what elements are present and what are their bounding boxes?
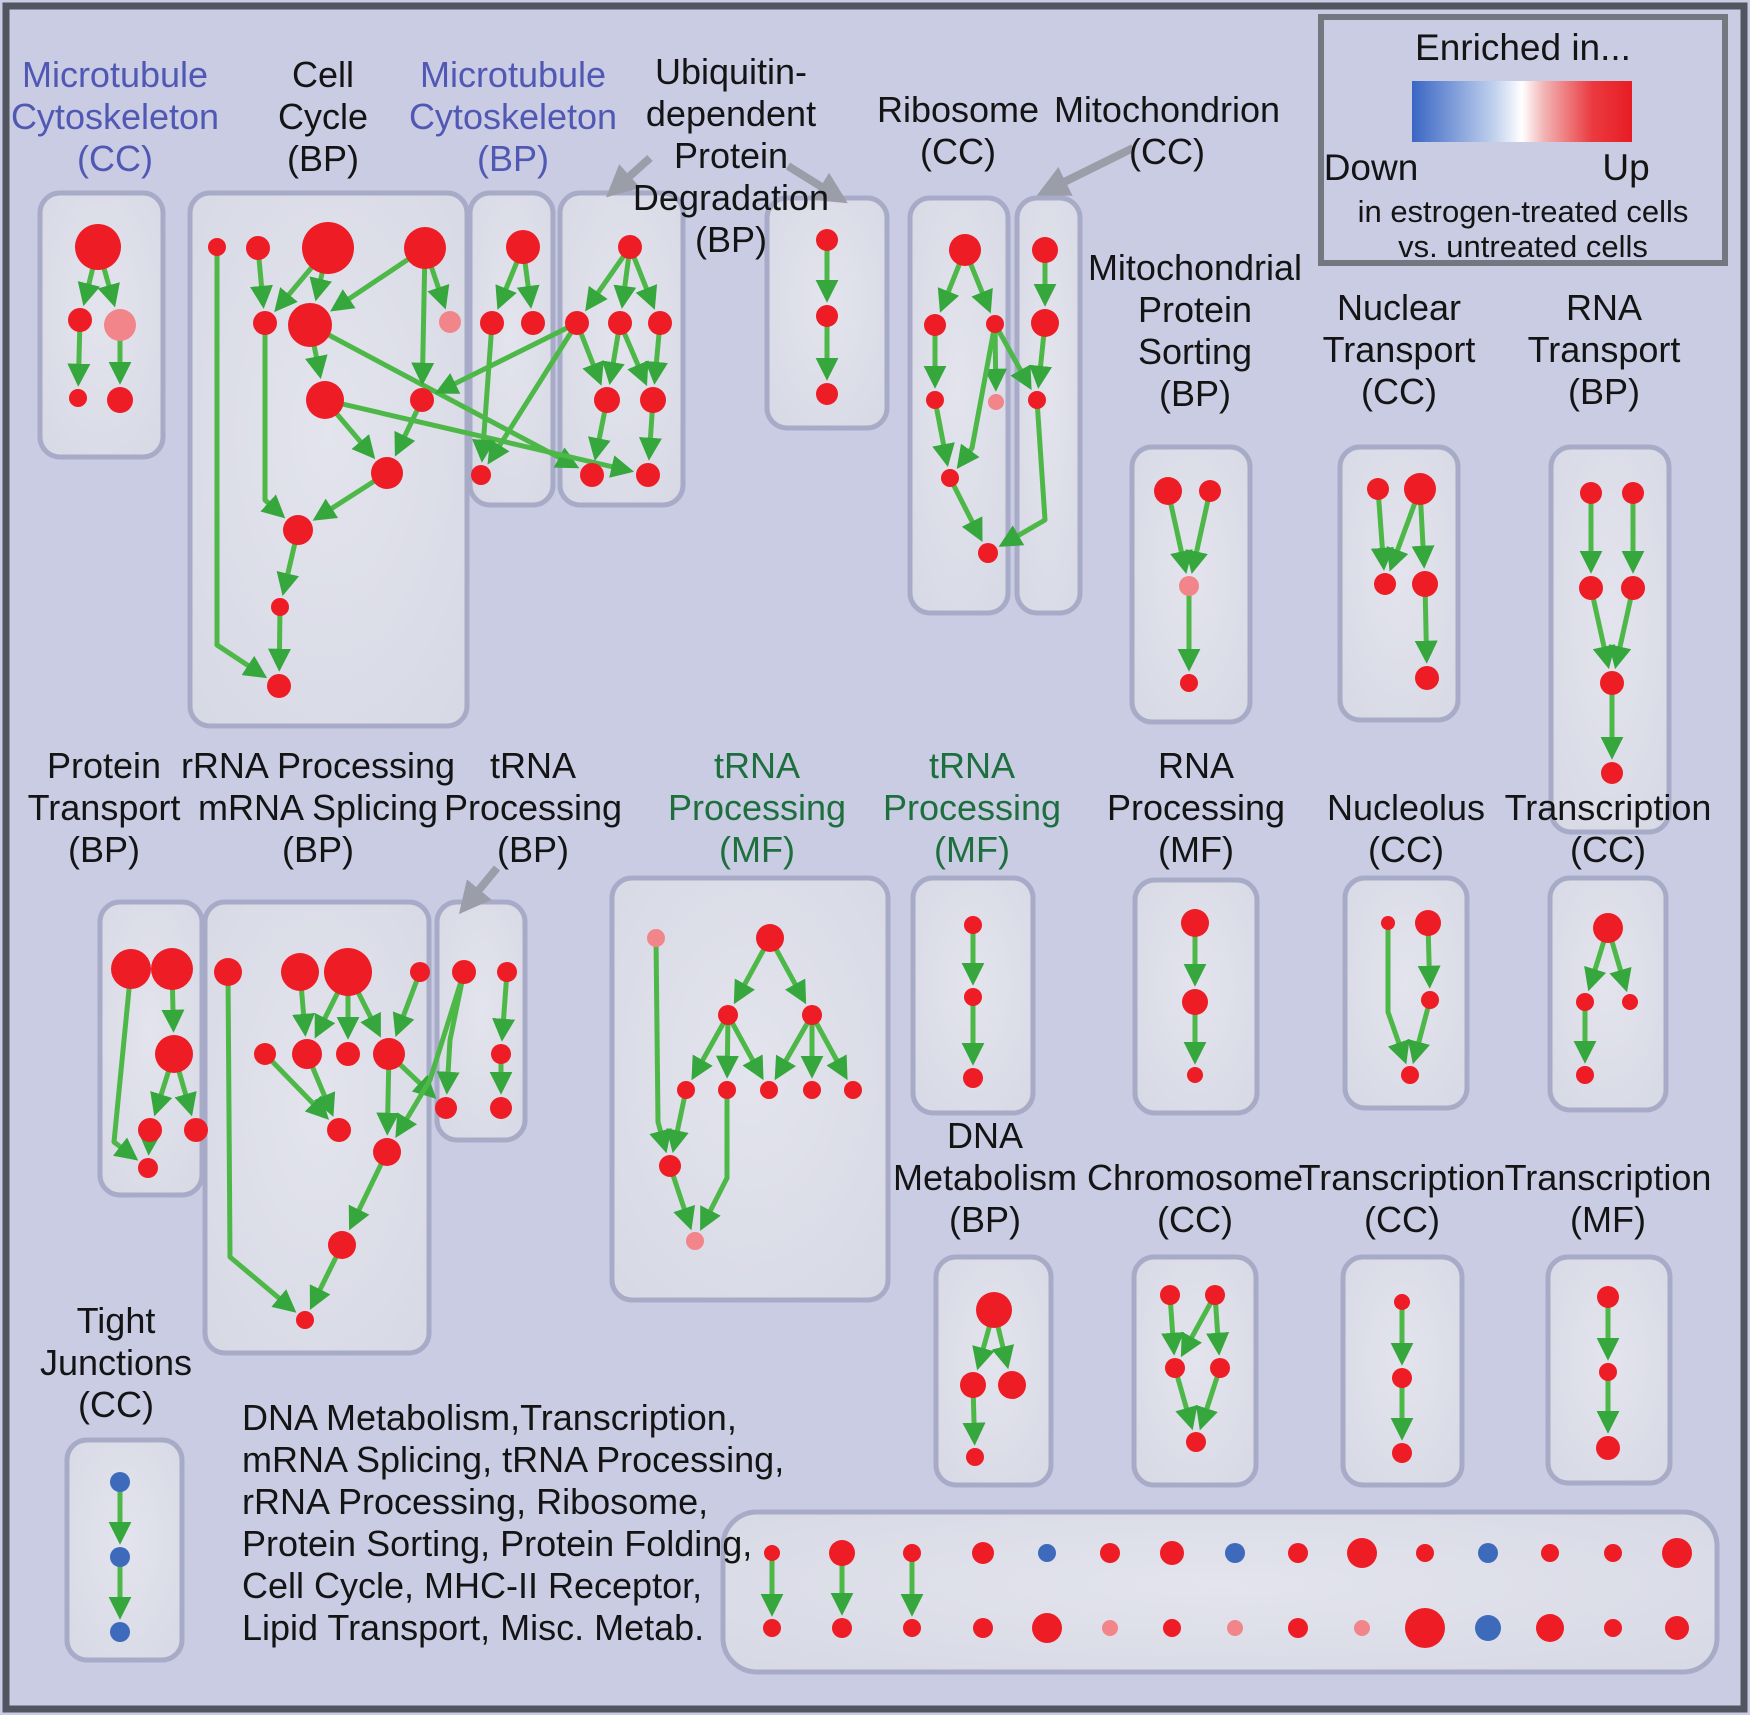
- go-term-node: [1227, 1620, 1243, 1636]
- go-term-node: [1165, 1358, 1185, 1378]
- cluster-label-protein-transport-line-1: Protein: [46, 745, 162, 786]
- cluster-label-mitochondrion-line-2: (CC): [1129, 131, 1205, 172]
- go-term-node: [618, 235, 642, 259]
- go-term-node: [924, 314, 946, 336]
- go-term-node: [580, 463, 604, 487]
- cluster-label-ribosome-line-1: Ribosome: [876, 89, 1040, 130]
- go-term-node: [677, 1081, 695, 1099]
- go-term-node: [1576, 1066, 1594, 1084]
- go-term-node: [964, 916, 982, 934]
- go-term-node: [214, 958, 242, 986]
- misc-categories-text-line-3: rRNA Processing, Ribosome,: [242, 1481, 709, 1522]
- cluster-label-rna-transport-line-3: (BP): [1568, 371, 1640, 412]
- cluster-label-nuclear-transport-line-3: (CC): [1361, 371, 1437, 412]
- cluster-label-mito-protein-sorting-line-1: Mitochondrial: [1087, 247, 1303, 288]
- go-term-node: [267, 674, 291, 698]
- go-term-node: [903, 1619, 921, 1637]
- go-term-node: [1038, 1544, 1056, 1562]
- go-term-node: [306, 381, 344, 419]
- cluster-label-trna-bp-line-1: tRNA: [489, 745, 577, 786]
- cluster-label-ubiquitin-line-1: Ubiquitin-: [654, 51, 808, 92]
- go-term-node: [816, 383, 838, 405]
- legend-subtitle-1: in estrogen-treated cells: [1357, 194, 1689, 229]
- go-term-node: [718, 1081, 736, 1099]
- go-term-node: [480, 311, 504, 335]
- go-term-node: [292, 1039, 322, 1069]
- go-term-node: [435, 1097, 457, 1119]
- go-term-node: [986, 315, 1004, 333]
- legend-up-label: Up: [1602, 147, 1650, 188]
- cluster-label-microtubule-bp-line-1: Microtubule: [419, 54, 607, 95]
- go-term-node: [647, 929, 665, 947]
- go-term-node: [816, 305, 838, 327]
- go-term-node: [471, 465, 491, 485]
- go-term-node: [1347, 1538, 1377, 1568]
- cluster-label-nucleolus-line-2: (CC): [1368, 829, 1444, 870]
- go-term-node: [1160, 1541, 1184, 1565]
- cluster-label-tight-junctions-line-2: Junctions: [39, 1342, 193, 1383]
- go-term-node: [1415, 666, 1439, 690]
- go-term-node: [1597, 1286, 1619, 1308]
- cluster-label-transcription-mf-line-1: Transcription: [1504, 1157, 1712, 1198]
- go-term-node: [302, 222, 354, 274]
- go-term-node: [594, 387, 620, 413]
- cluster-label-nucleolus-line-1: Nucleolus: [1326, 787, 1486, 828]
- cluster-box-nuclear-transport: [1340, 447, 1458, 720]
- go-term-node: [110, 1622, 130, 1642]
- go-term-node: [69, 389, 87, 407]
- go-term-node: [1580, 482, 1602, 504]
- go-term-node: [816, 229, 838, 251]
- go-term-node: [988, 394, 1004, 410]
- go-term-node: [1622, 482, 1644, 504]
- misc-categories-text-line-4: Protein Sorting, Protein Folding,: [242, 1523, 753, 1564]
- cluster-label-ubiquitin-line-3: Protein: [673, 135, 789, 176]
- cluster-label-trna-mf-b-line-2: Processing: [882, 787, 1062, 828]
- legend-gradient-bar: [1412, 81, 1632, 142]
- go-term-node: [246, 236, 270, 260]
- go-term-node: [1579, 576, 1603, 600]
- go-term-node: [926, 391, 944, 409]
- go-term-node: [941, 469, 959, 487]
- go-term-node: [802, 1005, 822, 1025]
- cluster-label-microtubule-cc-line-2: Cytoskeleton: [10, 96, 220, 137]
- go-term-node: [497, 962, 517, 982]
- go-term-node: [1596, 1436, 1620, 1460]
- go-term-node: [1475, 1615, 1501, 1641]
- cluster-label-trna-mf-b-line-1: tRNA: [928, 745, 1016, 786]
- go-term-node: [686, 1232, 704, 1250]
- go-term-node: [803, 1081, 821, 1099]
- misc-categories-text-line-2: mRNA Splicing, tRNA Processing,: [242, 1439, 785, 1480]
- cluster-label-tight-junctions-line-3: (CC): [78, 1384, 154, 1425]
- cluster-label-trna-bp-line-2: Processing: [443, 787, 623, 828]
- go-term-node: [1210, 1358, 1230, 1378]
- go-term-node: [998, 1371, 1026, 1399]
- go-term-node: [978, 543, 998, 563]
- cluster-box-transcription-cc-a: [1550, 878, 1666, 1110]
- cluster-label-mito-protein-sorting-line-3: Sorting: [1137, 331, 1253, 372]
- go-term-node: [1288, 1618, 1308, 1638]
- go-term-node: [1394, 1294, 1410, 1310]
- misc-categories-text-line-6: Lipid Transport, Misc. Metab.: [242, 1607, 705, 1648]
- cluster-label-mitochondrion-line-1: Mitochondrion: [1053, 89, 1281, 130]
- cluster-label-transcription-cc-b-line-2: (CC): [1364, 1199, 1440, 1240]
- cluster-label-rna-processing-mf-line-1: RNA: [1157, 745, 1235, 786]
- go-term-node: [1032, 1613, 1062, 1643]
- go-term-node: [410, 962, 430, 982]
- cluster-label-rrna-mrna-line-2: mRNA Splicing: [197, 787, 439, 828]
- go-term-node: [1478, 1543, 1498, 1563]
- cluster-label-rrna-mrna-line-3: (BP): [282, 829, 354, 870]
- go-term-node: [107, 387, 133, 413]
- cluster-label-microtubule-bp-line-2: Cytoskeleton: [408, 96, 618, 137]
- cluster-label-cell-cycle-line-1: Cell: [291, 54, 355, 95]
- go-term-node: [373, 1138, 401, 1166]
- go-term-node: [756, 924, 784, 952]
- cluster-label-nuclear-transport-line-1: Nuclear: [1336, 287, 1462, 328]
- cluster-label-trna-mf-a-line-1: tRNA: [713, 745, 801, 786]
- go-term-node: [1621, 576, 1645, 600]
- cluster-label-ubiquitin-line-4: Degradation: [632, 177, 830, 218]
- go-term-node: [764, 1545, 780, 1561]
- go-term-node: [253, 311, 277, 335]
- cluster-label-rna-processing-mf-line-3: (MF): [1158, 829, 1234, 870]
- go-term-node: [138, 1158, 158, 1178]
- cluster-label-transcription-mf-line-2: (MF): [1570, 1199, 1646, 1240]
- go-term-node: [1186, 1432, 1206, 1452]
- cluster-label-transcription-cc-a-line-2: (CC): [1570, 829, 1646, 870]
- cluster-label-microtubule-bp-line-3: (BP): [477, 138, 549, 179]
- go-term-node: [1622, 994, 1638, 1010]
- go-term-node: [138, 1118, 162, 1142]
- go-term-node: [490, 1097, 512, 1119]
- go-term-node: [110, 1547, 130, 1567]
- go-term-node: [373, 1038, 405, 1070]
- misc-categories-text-line-5: Cell Cycle, MHC-II Receptor,: [242, 1565, 703, 1606]
- go-term-node: [104, 309, 136, 341]
- go-term-node: [829, 1540, 855, 1566]
- go-term-node: [832, 1618, 852, 1638]
- go-term-node: [844, 1081, 862, 1099]
- go-term-node: [1181, 909, 1209, 937]
- go-term-node: [640, 387, 666, 413]
- go-term-node: [1032, 237, 1058, 263]
- go-term-node: [336, 1042, 360, 1066]
- go-term-node: [491, 1044, 511, 1064]
- cluster-label-trna-mf-b-line-3: (MF): [934, 829, 1010, 870]
- cluster-label-transcription-cc-a-line-1: Transcription: [1504, 787, 1712, 828]
- go-term-node: [565, 311, 589, 335]
- go-term-node: [1541, 1544, 1559, 1562]
- go-term-node: [1401, 1066, 1419, 1084]
- go-term-node: [1205, 1285, 1225, 1305]
- legend-subtitle-2: vs. untreated cells: [1398, 229, 1648, 264]
- go-term-node: [1100, 1543, 1120, 1563]
- go-term-node: [1601, 762, 1623, 784]
- cluster-label-chromosome-line-2: (CC): [1157, 1199, 1233, 1240]
- cluster-label-cell-cycle-line-2: Cycle: [277, 96, 369, 137]
- cluster-label-cell-cycle-line-3: (BP): [287, 138, 359, 179]
- go-term-node: [75, 224, 121, 270]
- go-term-node: [184, 1118, 208, 1142]
- go-term-node: [1415, 910, 1441, 936]
- go-term-node: [283, 515, 313, 545]
- go-term-node: [1392, 1443, 1412, 1463]
- go-term-node: [68, 308, 92, 332]
- cluster-label-transcription-cc-b-line-1: Transcription: [1298, 1157, 1506, 1198]
- go-term-node: [1102, 1620, 1118, 1636]
- go-term-node: [960, 1372, 986, 1398]
- go-term-node: [648, 311, 672, 335]
- go-term-node: [271, 598, 289, 616]
- go-term-node: [1367, 478, 1389, 500]
- go-term-node: [608, 311, 632, 335]
- go-term-node: [254, 1043, 276, 1065]
- go-term-node: [281, 953, 319, 991]
- go-term-node: [410, 388, 434, 412]
- go-term-node: [760, 1081, 778, 1099]
- go-term-node: [976, 1292, 1012, 1328]
- go-term-node: [1187, 1067, 1203, 1083]
- go-term-node: [1392, 1368, 1412, 1388]
- go-term-node: [452, 960, 476, 984]
- cluster-label-tight-junctions-line-1: Tight: [76, 1300, 156, 1341]
- go-term-node: [1179, 576, 1199, 596]
- go-term-node: [439, 311, 461, 333]
- go-term-node: [1665, 1616, 1689, 1640]
- go-term-node: [296, 1311, 314, 1329]
- go-term-node: [1031, 309, 1059, 337]
- cluster-label-microtubule-cc-line-1: Microtubule: [21, 54, 209, 95]
- go-term-node: [1225, 1543, 1245, 1563]
- go-term-node: [1404, 473, 1436, 505]
- go-term-node: [949, 234, 981, 266]
- cluster-label-ribosome-line-2: (CC): [920, 131, 996, 172]
- cluster-label-rna-transport-line-1: RNA: [1565, 287, 1643, 328]
- misc-categories-text-line-1: DNA Metabolism,Transcription,: [242, 1397, 737, 1438]
- go-term-node: [1599, 1363, 1617, 1381]
- cluster-label-trna-mf-a-line-2: Processing: [667, 787, 847, 828]
- go-term-node: [1182, 989, 1208, 1015]
- go-term-node: [327, 1118, 351, 1142]
- go-term-node: [1154, 477, 1182, 505]
- cluster-label-dna-metabolism-line-2: Metabolism: [892, 1157, 1078, 1198]
- go-term-node: [1593, 913, 1623, 943]
- legend-title: Enriched in...: [1415, 27, 1631, 68]
- go-term-node: [1416, 1544, 1434, 1562]
- cluster-label-trna-bp-line-3: (BP): [497, 829, 569, 870]
- cluster-label-protein-transport-line-2: Transport: [27, 787, 181, 828]
- cluster-label-ubiquitin-line-2: dependent: [645, 93, 817, 134]
- go-term-node: [506, 230, 540, 264]
- go-term-node: [1028, 391, 1046, 409]
- legend-down-label: Down: [1323, 147, 1419, 188]
- go-term-node: [1604, 1619, 1622, 1637]
- go-term-node: [972, 1542, 994, 1564]
- cluster-label-rrna-mrna-line-1: rRNA Processing: [180, 745, 456, 786]
- cluster-label-microtubule-cc-line-3: (CC): [77, 138, 153, 179]
- go-term-node: [636, 463, 660, 487]
- cluster-label-trna-mf-a-line-3: (MF): [719, 829, 795, 870]
- go-term-node: [151, 948, 193, 990]
- go-term-node: [521, 311, 545, 335]
- go-term-node: [371, 457, 403, 489]
- go-term-node: [964, 988, 982, 1006]
- go-term-node: [1421, 991, 1439, 1009]
- go-term-node: [718, 1005, 738, 1025]
- go-term-node: [111, 949, 151, 989]
- go-term-node: [404, 227, 446, 269]
- go-term-node: [763, 1619, 781, 1637]
- cluster-label-nuclear-transport-line-2: Transport: [1322, 329, 1476, 370]
- go-term-node: [1576, 993, 1594, 1011]
- go-term-node: [1536, 1614, 1564, 1642]
- go-term-node: [966, 1448, 984, 1466]
- go-term-node: [1354, 1620, 1370, 1636]
- go-term-node: [208, 238, 226, 256]
- cluster-label-chromosome-line-1: Chromosome: [1086, 1157, 1304, 1198]
- cluster-box-misc-strip: [723, 1512, 1717, 1672]
- go-term-node: [1160, 1285, 1180, 1305]
- go-term-node: [1381, 916, 1395, 930]
- go-term-node: [1199, 480, 1221, 502]
- cluster-label-ubiquitin-line-5: (BP): [695, 219, 767, 260]
- go-term-node: [659, 1155, 681, 1177]
- go-term-node: [903, 1544, 921, 1562]
- go-term-node: [1163, 1619, 1181, 1637]
- go-term-node: [1374, 573, 1396, 595]
- go-term-node: [1180, 674, 1198, 692]
- go-term-node: [1604, 1544, 1622, 1562]
- go-term-node: [110, 1472, 130, 1492]
- cluster-label-mito-protein-sorting-line-2: Protein: [1137, 289, 1253, 330]
- go-term-node: [324, 948, 372, 996]
- go-term-node: [963, 1068, 983, 1088]
- go-term-node: [1600, 671, 1624, 695]
- cluster-label-dna-metabolism-line-3: (BP): [949, 1199, 1021, 1240]
- cluster-label-protein-transport-line-3: (BP): [68, 829, 140, 870]
- cluster-label-rna-transport-line-2: Transport: [1527, 329, 1681, 370]
- cluster-label-rna-processing-mf-line-2: Processing: [1106, 787, 1286, 828]
- cluster-box-dna-metabolism: [936, 1257, 1051, 1485]
- go-term-node: [1412, 571, 1438, 597]
- cluster-label-mito-protein-sorting-line-4: (BP): [1159, 373, 1231, 414]
- go-term-node: [288, 303, 332, 347]
- cluster-label-dna-metabolism-line-1: DNA: [946, 1115, 1024, 1156]
- legend: [1321, 17, 1725, 264]
- go-term-node: [1662, 1538, 1692, 1568]
- go-term-node: [328, 1231, 356, 1259]
- go-term-node: [155, 1035, 193, 1073]
- go-term-node: [973, 1618, 993, 1638]
- go-term-node: [1405, 1608, 1445, 1648]
- go-term-node: [1288, 1543, 1308, 1563]
